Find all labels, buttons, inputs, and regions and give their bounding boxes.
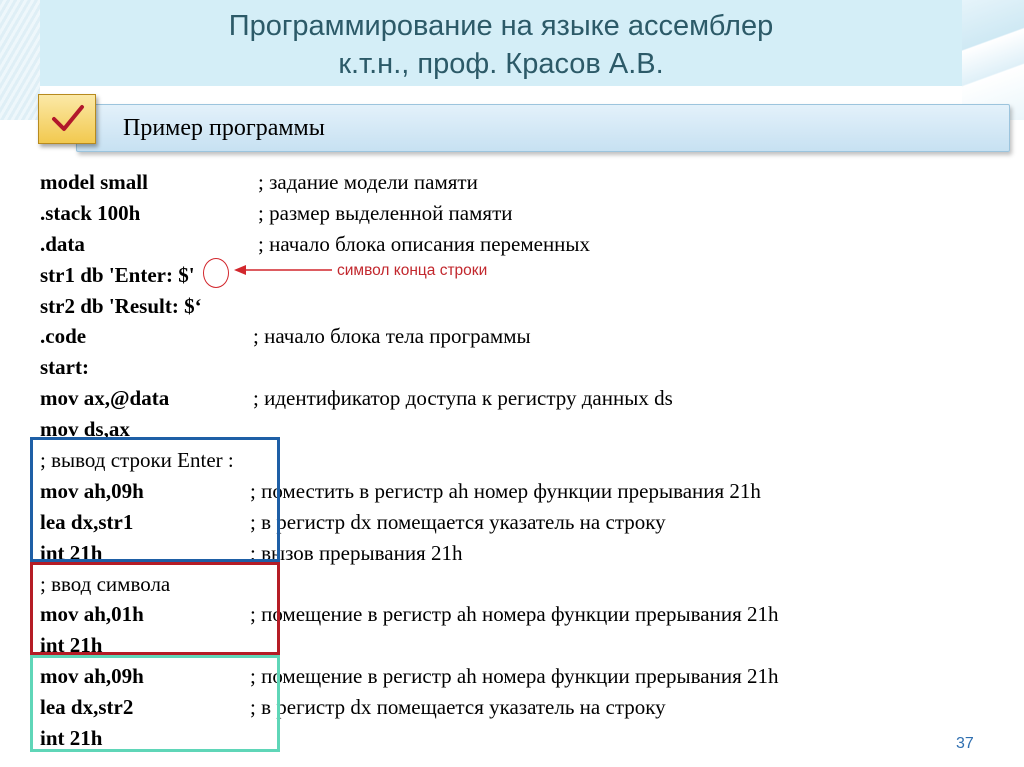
code-comment-heading: ; ввод символа xyxy=(40,571,171,596)
code-line xyxy=(40,229,1000,260)
code-instruction: str2 db 'Result: $‘ xyxy=(40,293,202,318)
code-comment: ; начало блока тела программы xyxy=(253,324,531,349)
code-instruction: mov ah,09h xyxy=(40,664,144,689)
code-instruction: mov ah,09h xyxy=(40,478,144,503)
code-comment: ; поместить в регистр ah номер функции прерывания 21h xyxy=(250,478,761,503)
code-line xyxy=(40,321,1000,352)
code-instruction: mov ds,ax xyxy=(40,417,130,442)
annotation-label: символ конца строки xyxy=(337,262,488,279)
code-comment: ; вызов прерывания 21h xyxy=(250,540,463,565)
code-comment: ; начало блока описания переменных xyxy=(258,231,591,256)
code-line xyxy=(40,260,1000,291)
code-line xyxy=(40,383,1000,414)
code-instruction: int 21h xyxy=(40,540,103,565)
checkmark-icon xyxy=(38,94,96,144)
code-instruction: mov ah,01h xyxy=(40,602,144,627)
code-line xyxy=(40,291,1000,322)
code-line xyxy=(40,198,1000,229)
code-instruction: int 21h xyxy=(40,726,103,751)
code-comment: ; размер выделенной памяти xyxy=(258,200,513,225)
dollar-circle-marker xyxy=(203,258,229,288)
code-comment: ; в регистр dx помещается указатель на строку xyxy=(250,695,666,720)
code-comment-heading: ; вывод строки Enter : xyxy=(40,448,234,473)
result-block-highlight xyxy=(30,655,280,752)
section-header-bar xyxy=(76,104,1010,152)
code-instruction: model small xyxy=(40,170,148,194)
code-instruction: int 21h xyxy=(40,633,103,658)
output-block-highlight xyxy=(30,437,280,562)
code-instruction: .code xyxy=(40,324,87,349)
code-comment: ; в регистр dx помещается указатель на строку xyxy=(250,509,666,534)
code-line xyxy=(40,167,1000,198)
code-instruction: lea dx,str2 xyxy=(40,695,134,720)
decorative-stripes-left xyxy=(0,0,40,120)
code-instruction: str1 db 'Enter: $' xyxy=(40,262,195,287)
code-instruction: start: xyxy=(40,355,89,380)
slide-title: Программирование на языке ассемблер xyxy=(228,10,774,42)
code-comment: ; помещение в регистр ah номера функции прерывания 21h xyxy=(250,602,779,627)
slide-author: к.т.н., проф. Красов А.В. xyxy=(338,48,664,80)
code-instruction: mov ax,@data xyxy=(40,386,170,411)
code-comment: ; помещение в регистр ah номера функции прерывания 21h xyxy=(250,664,779,689)
arrow-left-icon xyxy=(232,262,336,278)
code-line xyxy=(40,352,1000,383)
section-title: Пример программы xyxy=(123,115,325,141)
input-block-highlight xyxy=(30,562,280,655)
code-instruction: .data xyxy=(40,231,85,256)
title-band xyxy=(40,0,962,86)
code-instruction: .stack 100h xyxy=(40,200,141,225)
code-comment: ; идентификатор доступа к регистру данных ds xyxy=(253,386,673,411)
decorative-stripes-right xyxy=(962,0,1024,120)
page-number: 37 xyxy=(956,735,974,752)
code-comment: ; задание модели памяти xyxy=(258,170,478,194)
code-instruction: lea dx,str1 xyxy=(40,509,134,534)
